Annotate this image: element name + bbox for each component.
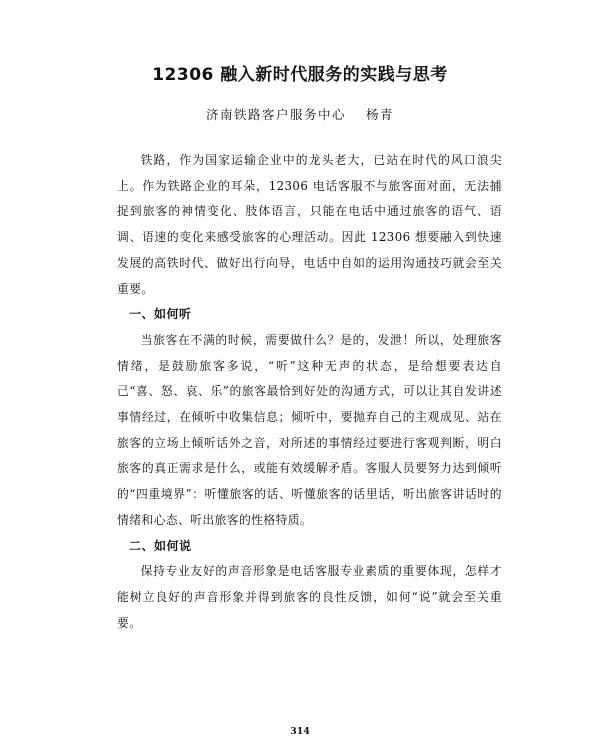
page-title: 12306 融入新时代服务的实践与思考	[152, 65, 448, 85]
section-heading-listen: 一、如何听	[129, 307, 192, 322]
author-organization: 济南铁路客户服务中心	[205, 107, 346, 122]
byline	[0, 105, 600, 123]
author-name: 杨青	[366, 107, 395, 122]
page-number: 314	[290, 726, 310, 737]
section-paragraph-listen: 当旅客在不满的时候，需要做什么？是的，发泄！所以，处理旅客情绪，是鼓励旅客多说，“听”这种无声的状态，是给想要表达自己“喜、怒、哀、乐”的旅客最恰到好处的沟通方式，可以让其自发讲述事情经过，在倾听中收集信息；倾听中，要抛弃自己的主观成见、站在旅客的立场上倾听话外之音，对所述的事情经过要进行客观判断，明白旅客的真正需求是什么，或能有效缓解矛盾。客服人员要努力达到倾听的“四重境界”：听懂旅客的话、听懂旅客的话里话，听出旅客讲话时的情绪和心态、听出旅客的性格特质。	[117, 332, 502, 527]
section-heading-speak: 二、如何说	[129, 538, 192, 553]
section-paragraph-speak: 保持专业友好的声音形象是电话客服专业素质的重要体现，怎样才能树立良好的声音形象并得到旅客的良性反馈，如何“说”就会至关重要。	[117, 564, 502, 630]
intro-paragraph: 铁路，作为国家运输企业中的龙头老大，已站在时代的风口浪尖上。作为铁路企业的耳朵，12306 电话客服不与旅客面对面，无法捕捉到旅客的神情变化、肢体语言，只能在电话中通过旅客的语气、语调、语速的变化来感受旅客的心理活动。因此 12306 想要融入到快速发展的高铁时代、做好出行向导，电话中自如的运用沟通技巧就会至关重要。	[117, 153, 502, 296]
article-body	[117, 148, 502, 636]
